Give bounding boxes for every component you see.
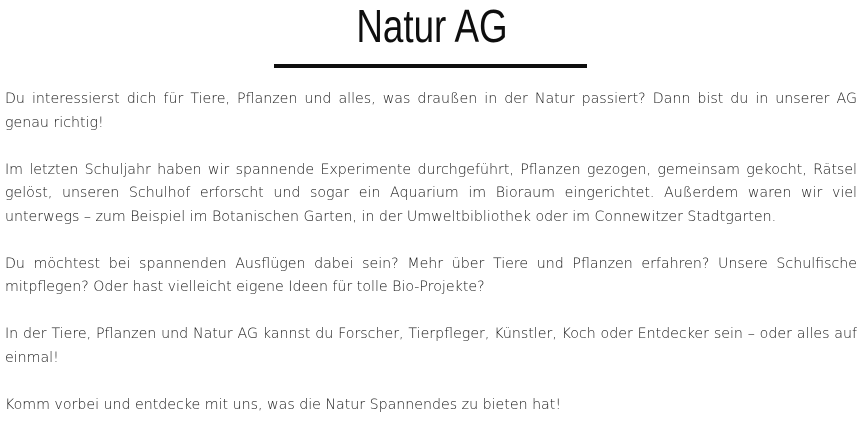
title-underline	[274, 64, 587, 68]
page-title: Natur AG	[356, 0, 508, 52]
paragraph-questions: Du möchtest bei spannenden Ausflügen dabei sein? Mehr über Tiere und Pflanzen erfahren? Unsere Schulfische mitpflegen? Oder hast vielleicht eigene Ideen für tolle Bio-Projekte?	[5, 255, 857, 295]
paragraph-last-year: Im letzten Schuljahr haben wir spannende Experimente durchgeführt, Pflanzen gezogen, gemeinsam gekocht, Rätsel gelöst, unseren Schulhof erforscht und sogar ein Aquarium im Bioraum eingerichtet. Außerdem waren wir viel unterwegs – zum Beispiel im Botanischen Garten, in der Umweltbibliothek oder im Connewitzer Stadtgarten.	[5, 161, 857, 225]
paragraph-roles: In der Tiere, Pflanzen und Natur AG kannst du Forscher, Tierpfleger, Künstler, Koch oder Entdecker sein – oder alles auf einmal!	[5, 326, 857, 366]
article-body	[5, 88, 857, 441]
paragraph-invitation: Komm vorbei und entdecke mit uns, was die Natur Spannendes zu bieten hat!	[5, 396, 562, 413]
paragraph-intro: Du interessierst dich für Tiere, Pflanzen und alles, was draußen in der Natur passiert? Dann bist du in unserer AG genau richtig!	[5, 91, 857, 131]
